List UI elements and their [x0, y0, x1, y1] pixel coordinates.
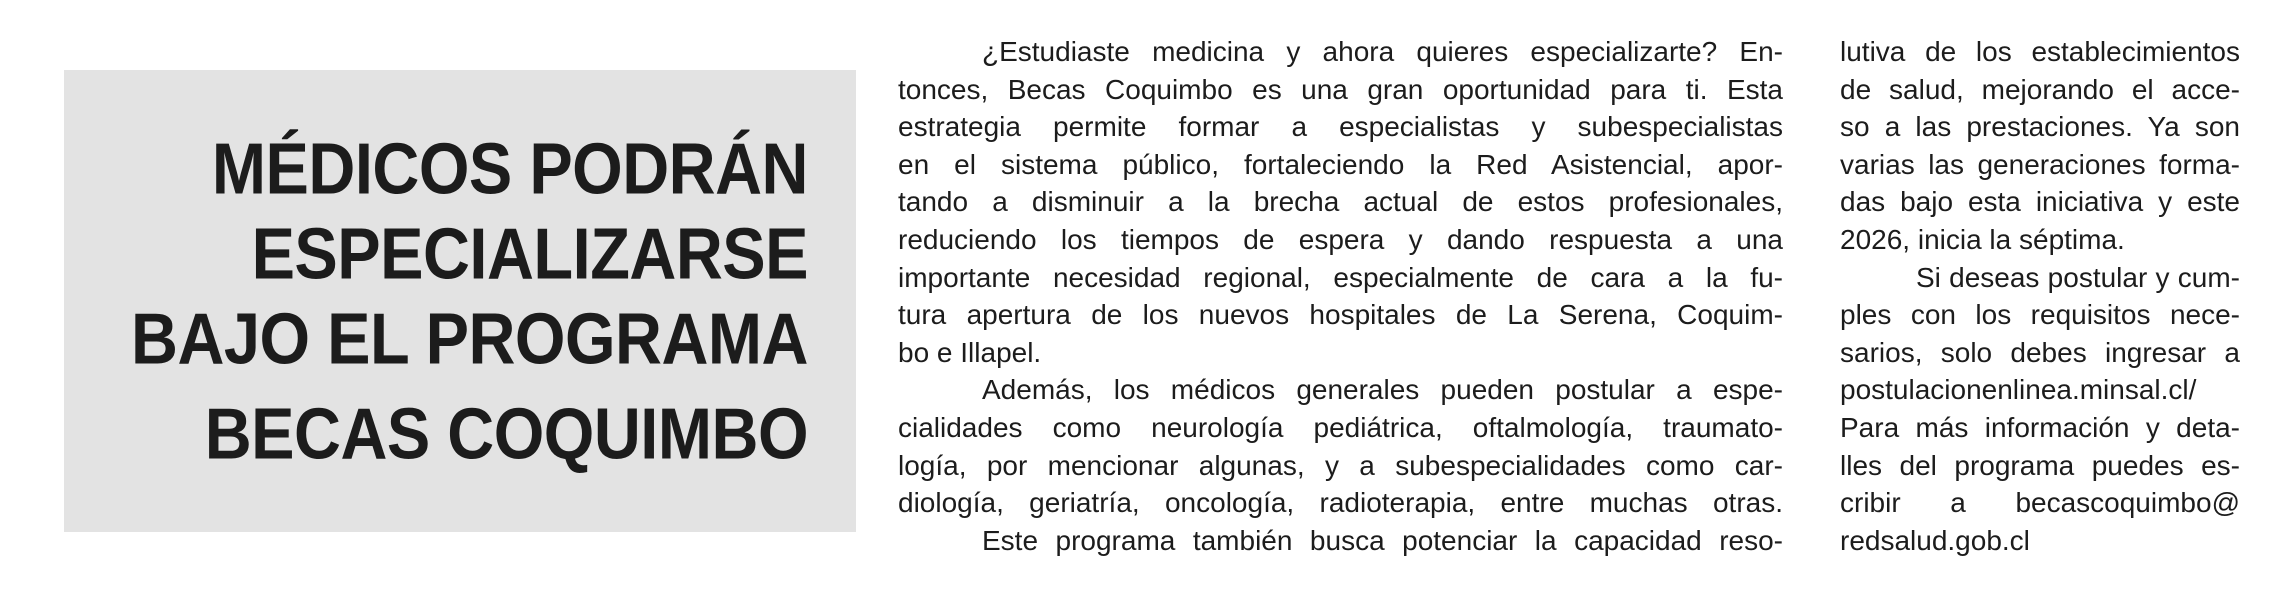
article-line: ples con los requisitos nece-	[1840, 299, 2240, 331]
article-line: logía, por mencionar algunas, y a subespecialidades como car-	[898, 449, 1783, 481]
article-line: postulacionenlinea.minsal.cl/	[1840, 374, 2197, 406]
article-line: so a las prestaciones. Ya son	[1840, 111, 2240, 143]
article-line: varias las generaciones forma-	[1840, 148, 2240, 180]
article-line: importante necesidad regional, especialmente de cara a la fu-	[898, 261, 1783, 293]
article-line: Si deseas postular y cum-	[1916, 261, 2240, 293]
article-line: reduciendo los tiempos de espera y dando respuesta a una	[898, 223, 1783, 255]
article-line: lutiva de los establecimientos	[1840, 36, 2240, 67]
article-line: tura apertura de los nuevos hospitales de La Serena, Coquim-	[898, 299, 1783, 331]
article-line: tando a disminuir a la brecha actual de estos profesionales,	[898, 186, 1783, 218]
article-line: cribir a becascoquimbo@	[1840, 487, 2240, 519]
headline-line: MÉDICOS PODRÁN	[211, 127, 808, 210]
article-line: Para más información y deta-	[1840, 411, 2240, 443]
article-line: redsalud.gob.cl	[1840, 524, 2030, 556]
article-line: estrategia permite formar a especialistas y subespecialistas	[898, 111, 1783, 143]
article-line: lles del programa puedes es-	[1840, 449, 2240, 481]
article-line: das bajo esta iniciativa y este	[1840, 186, 2240, 218]
article-side-column	[1840, 33, 2240, 559]
article-line: diología, geriatría, oncología, radioterapia, entre muchas otras.	[898, 487, 1783, 519]
article-line: ¿Estudiaste medicina y ahora quieres especializarte? En-	[982, 36, 1783, 67]
headline-box	[64, 70, 856, 532]
article-line: 2026, inicia la séptima.	[1840, 223, 2125, 255]
article-line: tonces, Becas Coquimbo es una gran oportunidad para ti. Esta	[898, 73, 1783, 105]
article-line: Este programa también busca potenciar la capacidad reso-	[982, 524, 1783, 556]
article-line: en el sistema público, fortaleciendo la Red Asistencial, apor-	[898, 148, 1783, 180]
headline-line: ESPECIALIZARSE	[251, 212, 808, 295]
article-line: sarios, solo debes ingresar a	[1840, 336, 2240, 368]
article-line: de salud, mejorando el acce-	[1840, 73, 2240, 105]
article-main-column	[898, 33, 1783, 559]
article-line: cialidades como neurología pediátrica, oftalmología, traumato-	[898, 411, 1783, 443]
headline-line: BECAS COQUIMBO	[204, 392, 808, 475]
article-line: bo e Illapel.	[898, 336, 1042, 368]
article-line: Además, los médicos generales pueden postular a espe-	[982, 374, 1783, 406]
headline-line: BAJO EL PROGRAMA	[131, 297, 808, 380]
